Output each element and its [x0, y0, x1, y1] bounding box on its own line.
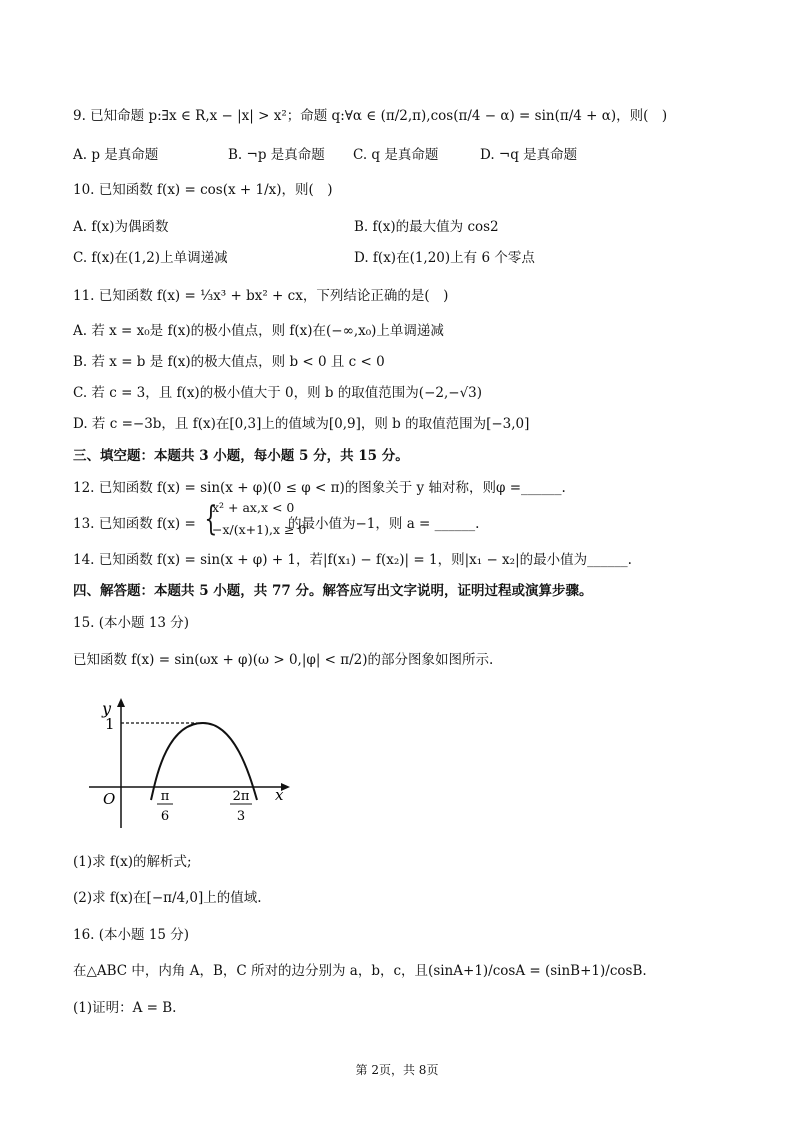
q13-prefix: 13. 已知函数 f(x) = — [73, 516, 196, 532]
q13-brace: { — [204, 499, 218, 539]
tick2-numerator: 2π — [232, 789, 250, 804]
q15-part1: (1)求 f(x)的解析式; — [73, 854, 192, 870]
q11-option-b: B. 若 x = b 是 f(x)的极大值点，则 b < 0 且 c < 0 — [73, 354, 385, 370]
q15-header: 15. (本小题 13 分) — [73, 615, 190, 631]
tick2-denominator: 3 — [236, 809, 246, 824]
q11-option-a: A. 若 x = x₀是 f(x)的极小值点，则 f(x)在(−∞,x₀)上单调递减 — [73, 323, 444, 339]
q9-option-a: A. p 是真命题 — [73, 147, 159, 163]
q9-option-b: B. ¬p 是真命题 — [228, 147, 325, 163]
q12-text: 12. 已知函数 f(x) = sin(x + φ)(0 ≤ φ < π)的图象关于 y 轴对称，则φ =______. — [73, 480, 566, 496]
page-footer: 第 2页，共 8页 — [355, 1063, 439, 1077]
q9-stem: 9. 已知命题 p:∃x ∈ R,x − |x| > x²；命题 q:∀α ∈ (π/2,π),cos(π/4 − α) = sin(π/4 + α)，则( ) — [73, 108, 668, 124]
q11-stem: 11. 已知函数 f(x) = ⅓x³ + bx² + cx，下列结论正确的是( ) — [73, 288, 449, 304]
q11-option-d: D. 若 c =−3b，且 f(x)在[0,3]上的值域为[0,9]，则 b 的取值范围为[−3,0] — [73, 416, 530, 432]
q16-part1: (1)证明：A = B. — [73, 1000, 177, 1016]
x-label: x — [275, 786, 284, 804]
tick1-denominator: 6 — [160, 809, 170, 824]
q15-part2: (2)求 f(x)在[−π/4,0]上的值域. — [73, 890, 262, 906]
origin-label: O — [103, 790, 116, 808]
y-tick-label: 1 — [105, 715, 115, 733]
tick1-numerator: π — [160, 789, 170, 804]
q14-text: 14. 已知函数 f(x) = sin(x + φ) + 1，若|f(x₁) − f(x₂)| = 1，则|x₁ − x₂|的最小值为______. — [73, 552, 632, 568]
q13-case1: x² + ax,x < 0 — [212, 500, 295, 515]
q13-case2: −x/(x+1),x ≥ 0 — [212, 522, 307, 537]
y-label: y — [102, 699, 112, 718]
q10-stem: 10. 已知函数 f(x) = cos(x + 1/x)，则( ) — [73, 182, 333, 198]
q15-stem: 已知函数 f(x) = sin(ωx + φ)(ω > 0,|φ| < π/2)的部分图象如图所示. — [73, 652, 494, 668]
sine-graph — [85, 696, 305, 831]
q13-suffix: 的最小值为−1，则 a = ______. — [288, 516, 480, 532]
y-axis-arrow — [117, 698, 125, 707]
q16-header: 16. (本小题 15 分) — [73, 927, 190, 943]
q10-option-d: D. f(x)在(1,20)上有 6 个零点 — [354, 250, 535, 266]
q10-option-a: A. f(x)为偶函数 — [73, 219, 169, 235]
q11-option-c: C. 若 c = 3，且 f(x)的极小值大于 0，则 b 的取值范围为(−2,−√3) — [73, 385, 483, 401]
q16-stem: 在△ABC 中，内角 A，B，C 所对的边分别为 a，b，c，且(sinA+1)/cosA = (sinB+1)/cosB. — [73, 963, 647, 979]
q9-option-c: C. q 是真命题 — [353, 147, 439, 163]
section-4-heading: 四、解答题：本题共 5 小题，共 77 分。解答应写出文字说明，证明过程或演算步骤。 — [73, 583, 593, 599]
section-3-heading: 三、填空题：本题共 3 小题，每小题 5 分，共 15 分。 — [73, 448, 409, 464]
q10-option-c: C. f(x)在(1,2)上单调递减 — [73, 250, 228, 266]
q9-option-d: D. ¬q 是真命题 — [480, 147, 578, 163]
q10-option-b: B. f(x)的最大值为 cos2 — [354, 219, 499, 235]
